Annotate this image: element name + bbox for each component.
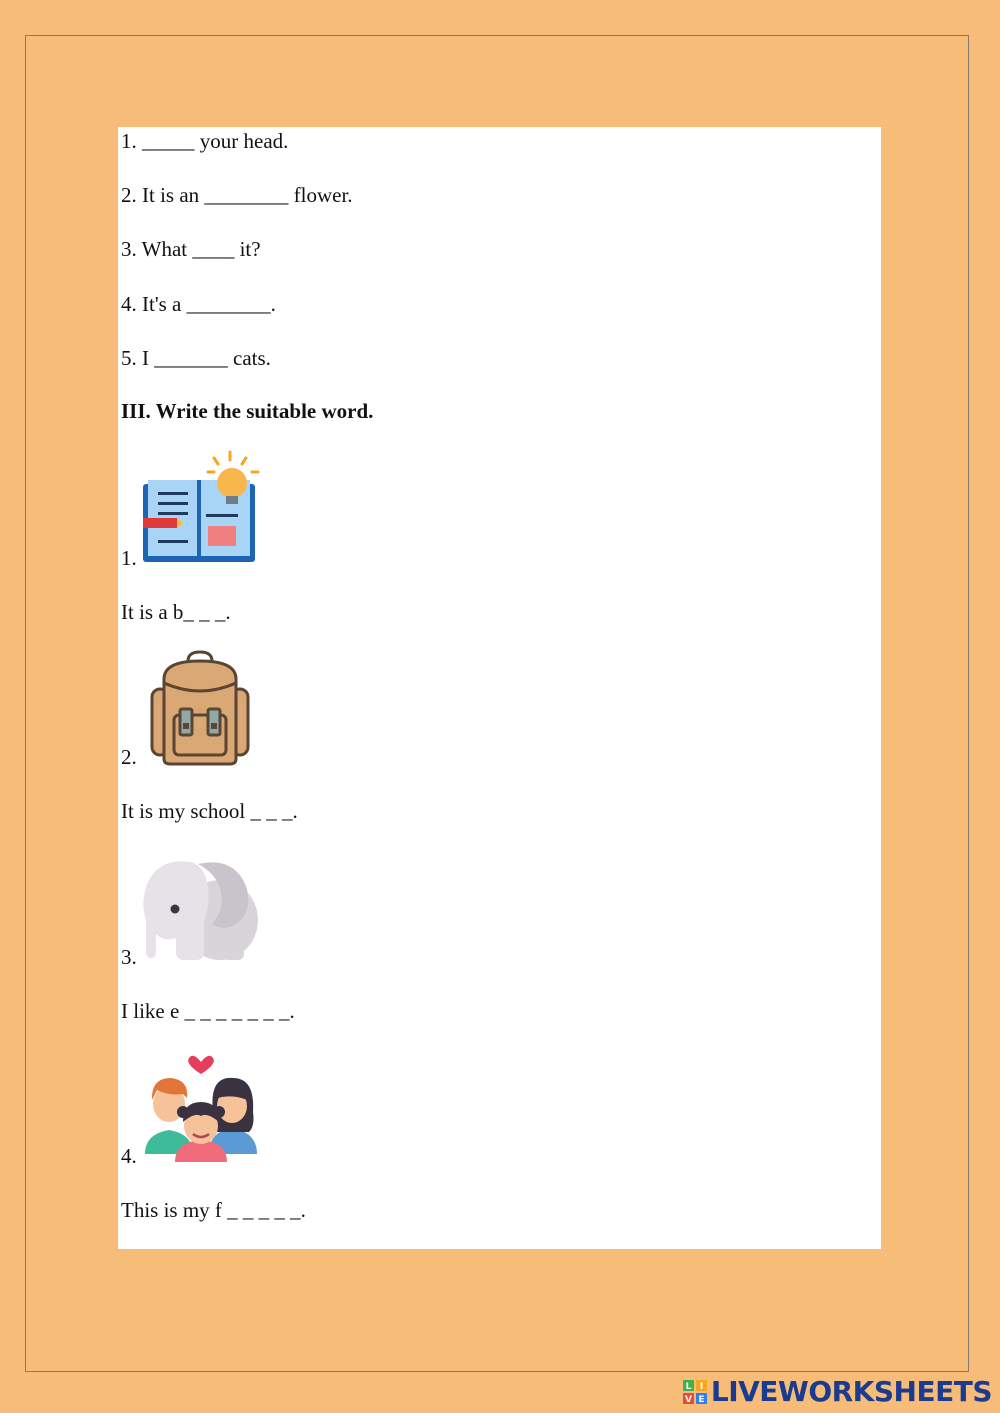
- worksheet-page: [118, 127, 881, 1249]
- question-sentence-3: I like e _ _ _ _ _ _ _.: [121, 999, 295, 1023]
- question-sentence-2: It is my school _ _ _.: [121, 799, 298, 823]
- svg-text:I: I: [699, 1382, 704, 1392]
- question-sentence-4: This is my f _ _ _ _ _.: [121, 1198, 306, 1222]
- svg-text:V: V: [684, 1395, 692, 1404]
- family-icon: [143, 1046, 261, 1164]
- exercise-item-4: 4. It's a ________.: [121, 292, 276, 316]
- liveworksheets-logo: [683, 1377, 992, 1407]
- backpack-icon: [150, 649, 250, 767]
- question-number-1: 1.: [121, 546, 137, 570]
- question-number-4: 4.: [121, 1144, 137, 1168]
- exercise-item-3: 3. What ____ it?: [121, 237, 261, 261]
- elephant-icon: [142, 852, 260, 964]
- logo-mark-icon: [683, 1380, 707, 1404]
- logo-text: LIVEWORKSHEETS: [710, 1375, 992, 1408]
- exercise-item-1: 1. _____ your head.: [121, 129, 289, 153]
- section-heading: III. Write the suitable word.: [121, 399, 374, 423]
- question-sentence-1: It is a b_ _ _.: [121, 600, 231, 624]
- open-book-icon: [142, 450, 262, 566]
- exercise-item-2: 2. It is an ________ flower.: [121, 183, 353, 207]
- question-number-3: 3.: [121, 945, 137, 969]
- question-number-2: 2.: [121, 745, 137, 769]
- svg-text:L: L: [685, 1382, 692, 1392]
- exercise-item-5: 5. I _______ cats.: [121, 346, 271, 370]
- svg-text:E: E: [698, 1395, 705, 1404]
